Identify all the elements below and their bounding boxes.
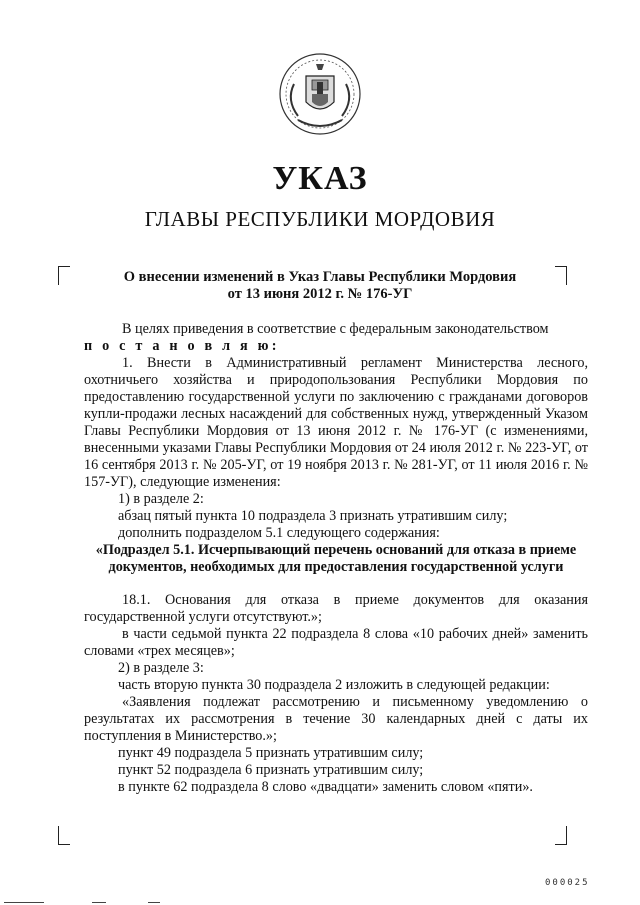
paragraph-18-1: 18.1. Основания для отказа в приеме документов для оказания государственной услуги отсутствуют.»;: [84, 592, 588, 625]
scan-artifact-line: [148, 902, 160, 903]
paragraph-part-7: в части седьмой пункта 22 подраздела 8 слова «10 рабочих дней» заменить словами «трех месяцев»;: [84, 626, 588, 659]
paragraph-add: дополнить подразделом 5.1 следующего содержания:: [118, 525, 440, 541]
scan-artifact-line: [92, 902, 106, 903]
item-1-paragraph: 1. Внести в Административный регламент Министерства лесного, охотничьего хозяйства и природопользования Республики Мордовия по предоставлению государственной услуги по заключению с гражданами договоров купли-продажи лесных насаждений для собственных нужд, утвержденный Указом Главы Республики Мордовия от 13 июня 2012 г. № 176-УГ (с изменениями, внесенными указами Главы Республики Мордовия от 24 июля 2012 г. № 223-УГ, от 16 сентября 2013 г. № 205-УГ, от 19 ноября 2013 г. № 281-УГ, от 11 июля 2016 г. № 157-УГ), следующие изменения:: [84, 355, 588, 490]
intro-paragraph: В целях приведения в соответствие с федеральным законодательством: [122, 321, 549, 337]
decree-word: п о с т а н о в л я ю:: [84, 338, 280, 354]
heading-line-2: от 13 июня 2012 г. № 176-УГ: [227, 286, 413, 302]
decree-heading: [60, 269, 580, 303]
subsection-title: «Подраздел 5.1. Исчерпывающий перечень оснований для отказа в приеме документов, необходимых для предоставления государственной услуги: [95, 542, 577, 575]
coat-of-arms-emblem: [272, 44, 368, 140]
section-2-paragraph: 1) в разделе 2:: [118, 491, 204, 507]
quote-paragraph: «Заявления подлежат рассмотрению и письменному уведомлению о результатах их рассмотрения в течение 30 календарных дней с даты их поступления в Министерство.»;: [84, 694, 588, 744]
heading-line-1: О внесении изменений в Указ Главы Республики Мордовия: [123, 269, 517, 285]
footer-number: 000025: [545, 878, 590, 888]
section-3-paragraph: 2) в разделе 3:: [118, 660, 204, 676]
paragraph-part-2: часть вторую пункта 30 подраздела 2 изложить в следующей редакции:: [118, 677, 550, 693]
decree-body: [84, 321, 588, 796]
document-title: УКАЗ: [272, 160, 368, 197]
paragraph-52: пункт 52 подраздела 6 признать утратившим силу;: [118, 762, 424, 778]
paragraph-49: пункт 49 подраздела 5 признать утратившим силу;: [118, 745, 424, 761]
paragraph-62: в пункте 62 подраздела 8 слово «двадцати» заменить словом «пяти».: [118, 779, 533, 795]
document-subtitle: ГЛАВЫ РЕСПУБЛИКИ МОРДОВИЯ: [144, 207, 496, 231]
spacer: [84, 576, 588, 592]
scan-artifact-line: [4, 902, 44, 903]
paragraph-abz: абзац пятый пункта 10 подраздела 3 признать утратившим силу;: [118, 508, 508, 524]
corner-mark-bottom-right: [555, 826, 567, 845]
corner-mark-bottom-left: [58, 826, 70, 845]
